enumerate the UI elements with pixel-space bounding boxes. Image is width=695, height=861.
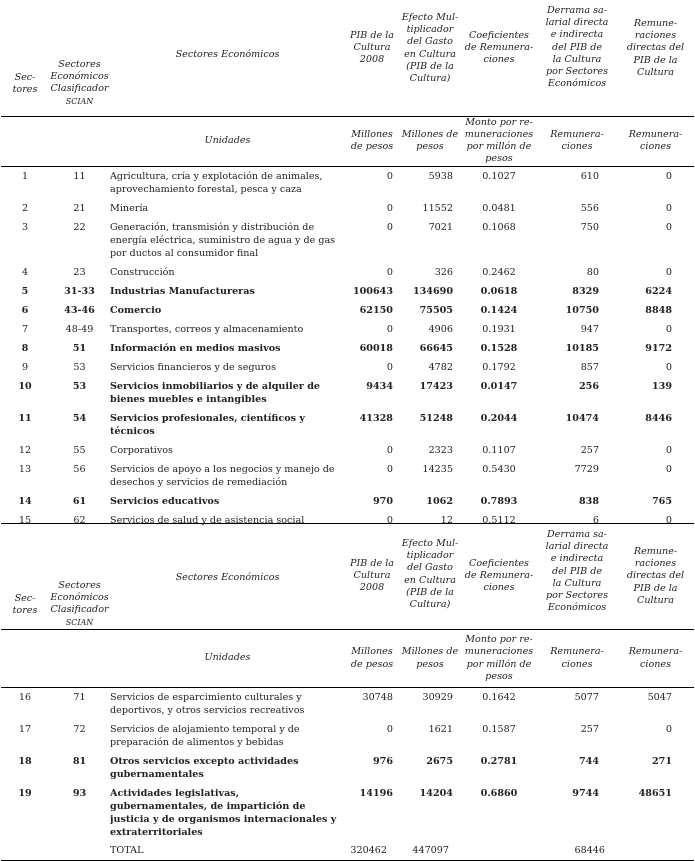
total-row: [1, 842, 694, 860]
coef-value: 0.5430: [482, 463, 516, 475]
pib-value: 60018: [359, 342, 393, 354]
header2-clasificador-label: Sectores Económicos Clasificador SCIAN: [50, 580, 109, 627]
units-label: Unidades: [110, 116, 345, 166]
sector-name: Actividades legislativas, gubernamentales, de impartición de justicia y de organismos internacionales y extraterritoriales: [110, 788, 337, 838]
derrama-value: 6: [592, 514, 599, 526]
table-row: [1, 320, 694, 339]
header-efecto: Efecto Mul- tiplicador del Gasto en Cultura (PIB de la Cultura): [399, 0, 461, 116]
remun-value: 271: [651, 756, 672, 767]
sector-number: 15: [18, 514, 32, 526]
efecto-value: 4906: [428, 323, 453, 335]
sector-number: 12: [18, 444, 32, 456]
derrama-value: 80: [586, 266, 599, 278]
table-row: [1, 263, 694, 282]
coef-value: 0.0481: [482, 202, 516, 214]
coef-value: 0.6860: [480, 788, 518, 799]
table-row: [1, 377, 694, 409]
pib-value: 0: [386, 266, 393, 278]
coef-value: 0.1587: [482, 724, 516, 735]
coef-value: 0.0147: [480, 380, 518, 392]
sector-name: Corporativos: [110, 444, 173, 456]
total-derrama: 68446: [537, 842, 617, 860]
header2-sectores-label: Sec- tores: [12, 593, 38, 617]
efecto-value: 17423: [419, 380, 453, 392]
remun-value: 765: [651, 495, 672, 507]
efecto-value: 1062: [426, 495, 453, 507]
pib-value: 0: [386, 724, 393, 735]
pib-value: 0: [386, 444, 393, 456]
efecto-value: 134690: [412, 285, 453, 297]
coef-value: 0.1107: [482, 444, 516, 456]
sector-number: 3: [21, 221, 29, 233]
header2-derrama: Derrama sa- larial directa e indirecta del PIB de la Cultura por Sectores Económicos: [537, 524, 617, 630]
pib-value: 30748: [362, 692, 393, 703]
sector-number: 19: [18, 788, 32, 799]
scian-code: 48-49: [65, 323, 94, 335]
coef-value: 0.1424: [480, 304, 518, 316]
table-row: [1, 166, 694, 199]
sector-number: 2: [21, 202, 29, 214]
remun-value: 0: [665, 221, 672, 233]
coef-value: 0.5112: [482, 514, 516, 526]
sector-name: Agricultura, cría y explotación de animales, aprovechamiento forestal, pesca y caza: [110, 170, 323, 195]
table-row: [1, 720, 694, 752]
remun-value: 0: [665, 463, 672, 475]
derrama-value: 556: [580, 202, 599, 214]
sector-number: 9: [21, 361, 29, 373]
table-body-part2: [1, 688, 694, 843]
efecto-value: 2323: [428, 444, 453, 456]
table-row: [1, 218, 694, 263]
sector-name: Otros servicios excepto actividades gubernamentales: [110, 756, 299, 780]
units-remun: Remunera- ciones: [617, 116, 694, 166]
units-pib: Millones de pesos: [345, 116, 399, 166]
scian-code: 22: [73, 221, 86, 233]
sector-number: 6: [21, 304, 29, 316]
coef-value: 0.2044: [480, 412, 518, 424]
scian-code: 81: [72, 756, 87, 767]
header-sectores-economicos: Sectores Económicos: [110, 0, 345, 116]
sector-number: 17: [18, 724, 32, 735]
total-pib: 320462: [345, 842, 399, 860]
pib-value: 976: [372, 756, 393, 767]
derrama-value: 8329: [572, 285, 599, 297]
efecto-value: 5938: [428, 170, 453, 182]
derrama-value: 7729: [574, 463, 599, 475]
remun-value: 5047: [647, 692, 672, 703]
header-sectores-label: Sec- tores: [12, 72, 38, 96]
pib-value: 9434: [366, 380, 393, 392]
remun-value: 0: [665, 266, 672, 278]
remun-value: 0: [665, 724, 672, 735]
pib-value: 62150: [359, 304, 393, 316]
derrama-value: 10750: [565, 304, 599, 316]
table-row: [1, 199, 694, 218]
derrama-value: 10185: [565, 342, 599, 354]
scian-code: 71: [73, 692, 86, 703]
header2-remuneraciones: Remune- raciones directas del PIB de la Cultura: [617, 524, 694, 630]
derrama-value: 256: [578, 380, 599, 392]
remun-value: 0: [665, 202, 672, 214]
pib-value: 0: [386, 202, 393, 214]
efecto-value: 12: [440, 514, 453, 526]
header-coeficientes: Coeficientes de Remunera- ciones: [461, 0, 537, 116]
scian-code: 21: [73, 202, 86, 214]
sector-name: Servicios de alojamiento temporal y de preparación de alimentos y bebidas: [110, 724, 300, 748]
sector-name: Industrias Manufactureras: [110, 285, 255, 297]
efecto-value: 2675: [426, 756, 453, 767]
table-row: [1, 282, 694, 301]
scian-code: 51: [72, 342, 87, 354]
sector-name: Información en medios masivos: [110, 342, 281, 354]
derrama-value: 5077: [574, 692, 599, 703]
table-row: [1, 492, 694, 511]
units2-derrama: Remunera- ciones: [537, 630, 617, 688]
sector-number: 11: [18, 412, 32, 424]
header-clasificador-label: Sectores Económicos Clasificador SCIAN: [50, 59, 109, 106]
remun-value: 0: [665, 361, 672, 373]
derrama-value: 9744: [572, 788, 599, 799]
pib-value: 0: [386, 361, 393, 373]
remun-value: 0: [665, 444, 672, 456]
header-sectores: [1, 0, 49, 116]
header2-coeficientes: Coeficientes de Remunera- ciones: [461, 524, 537, 630]
efecto-value: 4782: [428, 361, 453, 373]
sector-name: Transportes, correos y almacenamiento: [110, 323, 304, 335]
derrama-value: 10474: [565, 412, 599, 424]
sector-name: Comercio: [110, 304, 162, 316]
scian-code: 53: [73, 361, 86, 373]
header2-efecto: Efecto Mul- tiplicador del Gasto en Cultura (PIB de la Cultura): [399, 524, 461, 630]
table-row: [1, 358, 694, 377]
coef-value: 0.1027: [482, 170, 516, 182]
pib-value: 41328: [359, 412, 393, 424]
sector-name: Servicios de apoyo a los negocios y manejo de desechos y servicios de remediación: [110, 463, 335, 488]
pib-value: 100643: [352, 285, 393, 297]
remun-value: 139: [651, 380, 672, 392]
coef-value: 0.1931: [482, 323, 516, 335]
total-label: TOTAL: [110, 842, 345, 860]
table-row: [1, 441, 694, 460]
efecto-value: 30929: [422, 692, 453, 703]
table-part2: [1, 523, 694, 861]
efecto-value: 14204: [419, 788, 453, 799]
efecto-value: 66645: [419, 342, 453, 354]
sector-name: Servicios financieros y de seguros: [110, 361, 276, 373]
sector-number: 8: [21, 342, 29, 354]
sector-name: Servicios profesionales, científicos y técnicos: [110, 412, 305, 437]
sector-name: Minería: [110, 202, 149, 214]
efecto-value: 1621: [428, 724, 453, 735]
coef-value: 0.0618: [480, 285, 518, 297]
efecto-value: 326: [434, 266, 453, 278]
scian-code: 53: [72, 380, 87, 392]
scian-code: 55: [73, 444, 86, 456]
table-body-part1: [1, 166, 694, 530]
coef-value: 0.2462: [482, 266, 516, 278]
scian-code: 23: [73, 266, 86, 278]
sector-name: Servicios educativos: [110, 495, 220, 507]
derrama-value: 257: [580, 724, 599, 735]
scian-code: 31-33: [64, 285, 95, 297]
sector-number: 5: [21, 285, 29, 297]
units2-efecto: Millones de pesos: [399, 630, 461, 688]
units2-label: Unidades: [110, 630, 345, 688]
scian-code: 56: [73, 463, 86, 475]
scian-code: 72: [73, 724, 86, 735]
pib-value: 0: [386, 463, 393, 475]
header-pib: PIB de la Cultura 2008: [345, 0, 399, 116]
derrama-value: 610: [580, 170, 599, 182]
remun-value: 9172: [645, 342, 672, 354]
sector-number: 7: [21, 323, 29, 335]
coef-value: 0.2781: [480, 756, 518, 767]
header2-pib: PIB de la Cultura 2008: [345, 524, 399, 630]
table-row: [1, 339, 694, 358]
derrama-value: 257: [580, 444, 599, 456]
derrama-value: 744: [578, 756, 599, 767]
table-row: [1, 688, 694, 721]
scian-code: 11: [73, 170, 86, 182]
scian-code: 61: [72, 495, 87, 507]
remun-value: 0: [665, 323, 672, 335]
remun-value: 6224: [645, 285, 672, 297]
sector-name: Construcción: [110, 266, 175, 278]
derrama-value: 838: [578, 495, 599, 507]
derrama-value: 750: [580, 221, 599, 233]
remun-value: 8446: [645, 412, 672, 424]
coef-value: 0.1642: [482, 692, 516, 703]
units2-pib: Millones de pesos: [345, 630, 399, 688]
sector-number: 14: [18, 495, 32, 507]
coef-value: 0.1068: [482, 221, 516, 233]
scian-code: 54: [72, 412, 87, 424]
sector-name: Generación, transmisión y distribución de energía eléctrica, suministro de agua y de gas por ductos al consumidor final: [110, 221, 336, 259]
coef-value: 0.1528: [480, 342, 518, 354]
efecto-value: 75505: [419, 304, 453, 316]
header-derrama: Derrama sa- larial directa e indirecta del PIB de la Cultura por Sectores Económicos: [537, 0, 617, 116]
efecto-value: 7021: [428, 221, 453, 233]
scian-code: 62: [73, 514, 86, 526]
remun-value: 0: [665, 170, 672, 182]
remun-value: 8848: [645, 304, 672, 316]
pib-value: 14196: [359, 788, 393, 799]
table-row: [1, 409, 694, 441]
header-remuneraciones: Remune- raciones directas del PIB de la Cultura: [617, 0, 694, 116]
sector-number: 18: [18, 756, 32, 767]
units-coef: Monto por re- muneraciones por millón de pesos: [461, 116, 537, 166]
efecto-value: 14235: [422, 463, 453, 475]
table-row: [1, 460, 694, 492]
efecto-value: 11552: [422, 202, 453, 214]
header2-sectores-economicos: Sectores Económicos: [110, 524, 345, 630]
derrama-value: 947: [580, 323, 599, 335]
scian-code: 93: [72, 788, 87, 799]
pib-value: 0: [386, 514, 393, 526]
pib-value: 970: [372, 495, 393, 507]
units2-coef: Monto por re- muneraciones por millón de pesos: [461, 630, 537, 688]
sector-name: Servicios de esparcimiento culturales y deportivos, y otros servicios recreativos: [110, 692, 305, 716]
units-derrama: Remunera- ciones: [537, 116, 617, 166]
total-efecto: 447097: [399, 842, 461, 860]
pib-value: 0: [386, 323, 393, 335]
coef-value: 0.1792: [482, 361, 516, 373]
units2-remun: Remunera- ciones: [617, 630, 694, 688]
sector-number: 10: [18, 380, 32, 392]
table-row: [1, 752, 694, 784]
sector-name: Servicios de salud y de asistencia social: [110, 514, 305, 526]
pib-value: 0: [386, 221, 393, 233]
table-row: [1, 784, 694, 842]
efecto-value: 51248: [419, 412, 453, 424]
remun-value: 48651: [638, 788, 672, 799]
sector-number: 4: [21, 266, 29, 278]
table-row: [1, 301, 694, 320]
derrama-value: 857: [580, 361, 599, 373]
sector-number: 1: [21, 170, 29, 182]
sector-number: 13: [18, 463, 32, 475]
coef-value: 0.7893: [480, 495, 518, 507]
sector-name: Servicios inmobiliarios y de alquiler de bienes muebles e intangibles: [110, 380, 321, 405]
sector-number: 16: [18, 692, 32, 703]
pib-value: 0: [386, 170, 393, 182]
remun-value: 0: [665, 514, 672, 526]
units-efecto: Millones de pesos: [399, 116, 461, 166]
scian-code: 43-46: [64, 304, 95, 316]
